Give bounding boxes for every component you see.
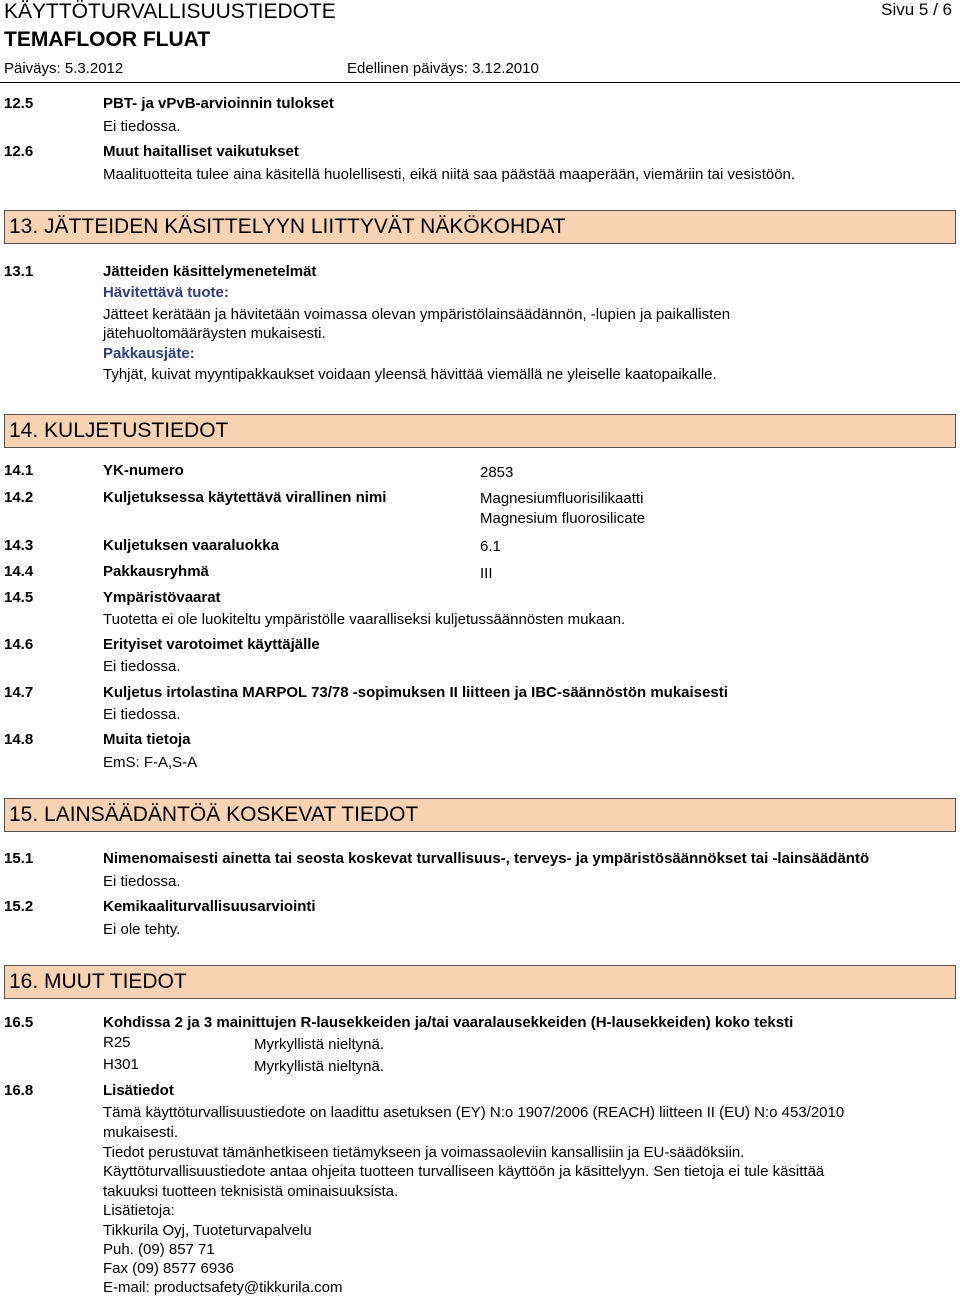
item-number: 12.5	[4, 95, 34, 112]
item-text: Maalituotteita tulee aina käsitellä huolellisesti, eikä niitä saa päästää maaperään, viemäriin tai vesistöön.	[103, 166, 796, 183]
item-number: 13.1	[4, 263, 34, 280]
phrase-code: R25	[103, 1034, 131, 1051]
subheading-packaging: Pakkausjäte:	[103, 345, 195, 362]
item-title: Kohdissa 2 ja 3 mainittujen R-lausekkeiden ja/tai vaaralausekkeiden (H-lausekkeiden) koko teksti	[103, 1014, 794, 1031]
item-title: Kuljetus irtolastina MARPOL 73/78 -sopimuksen II liitteen ja IBC-säännöstön mukaisesti	[103, 684, 728, 701]
previous-date: Edellinen päiväys: 3.12.2010	[347, 60, 539, 77]
phrase-text: Myrkyllistä nieltynä.	[254, 1058, 385, 1075]
item-number: 14.6	[4, 636, 34, 653]
info-line: Puh. (09) 857 71	[103, 1241, 215, 1258]
item-title: Kuljetuksen vaaraluokka	[103, 537, 279, 554]
item-title: Muita tietoja	[103, 731, 191, 748]
info-line: mukaisesti.	[103, 1124, 179, 1141]
issue-date: Päiväys: 5.3.2012	[4, 60, 124, 77]
section-heading-14: 14. KULJETUSTIEDOT	[4, 414, 956, 448]
item-title: Kuljetuksessa käytettävä virallinen nimi	[103, 489, 387, 506]
item-text: Tyhjät, kuivat myyntipakkaukset voidaan yleensä hävittää viemällä ne yleiselle kaatopaikalle.	[103, 366, 717, 383]
phrase-code: H301	[103, 1056, 139, 1073]
phrase-text: Myrkyllistä nieltynä.	[254, 1036, 385, 1053]
subheading-product: Hävitettävä tuote:	[103, 284, 229, 301]
item-text: Ei tiedossa.	[103, 706, 181, 723]
item-number: 14.1	[4, 462, 34, 479]
info-line: Tämä käyttöturvallisuustiedote on laadittu asetuksen (EY) N:o 1907/2006 (REACH) liitteen II (EU) N:o 453/2010	[103, 1104, 845, 1121]
item-number: 14.3	[4, 537, 34, 554]
info-line: takuuksi tuotteen teknisistä ominaisuuksista.	[103, 1183, 399, 1200]
item-title: Jätteiden käsittelymenetelmät	[103, 263, 317, 280]
item-title: PBT- ja vPvB-arvioinnin tulokset	[103, 95, 334, 112]
info-line: Fax (09) 8577 6936	[103, 1260, 234, 1277]
item-value: Magnesiumfluorisilikaatti	[480, 490, 644, 507]
section-heading-15: 15. LAINSÄÄDÄNTÖÄ KOSKEVAT TIEDOT	[4, 798, 956, 832]
header-divider	[0, 82, 960, 83]
item-number: 16.8	[4, 1082, 34, 1099]
item-number: 16.5	[4, 1014, 34, 1031]
section-heading-13: 13. JÄTTEIDEN KÄSITTELYYN LIITTYVÄT NÄKÖKOHDAT	[4, 210, 956, 244]
item-value: 2853	[480, 464, 514, 481]
info-line: Lisätietoja:	[103, 1202, 175, 1219]
item-title: Lisätiedot	[103, 1082, 174, 1099]
page-number: Sivu 5 / 6	[881, 0, 952, 19]
item-text: Ei ole tehty.	[103, 921, 181, 938]
item-title: Muut haitalliset vaikutukset	[103, 143, 299, 160]
item-text: Jätteet kerätään ja hävitetään voimassa olevan ympäristölainsäädännön, -lupien ja paikallisten	[103, 306, 731, 323]
item-title: Pakkausryhmä	[103, 563, 209, 580]
item-number: 14.8	[4, 731, 34, 748]
item-title: Ympäristövaarat	[103, 589, 221, 606]
item-number: 14.2	[4, 489, 34, 506]
section-heading-16: 16. MUUT TIEDOT	[4, 965, 956, 999]
item-text: Ei tiedossa.	[103, 873, 181, 890]
item-title: Nimenomaisesti ainetta tai seosta koskevat turvallisuus-, terveys- ja ympäristösäännökset tai -lainsäädäntö	[103, 850, 870, 867]
item-text: Ei tiedossa.	[103, 118, 181, 135]
item-number: 14.7	[4, 684, 34, 701]
item-title: YK-numero	[103, 462, 184, 479]
item-title: Erityiset varotoimet käyttäjälle	[103, 636, 320, 653]
info-line: Tikkurila Oyj, Tuoteturvapalvelu	[103, 1222, 312, 1239]
item-value: 6.1	[480, 538, 501, 555]
item-text: EmS: F-A,S-A	[103, 754, 198, 771]
item-number: 14.4	[4, 563, 34, 580]
item-text: jätehuoltomääräysten mukaisesti.	[103, 325, 326, 342]
item-value: Magnesium fluorosilicate	[480, 510, 646, 527]
item-text: Tuotetta ei ole luokiteltu ympäristölle vaaralliseksi kuljetussäännösten mukaan.	[103, 611, 626, 628]
item-number: 15.1	[4, 850, 34, 867]
document-title: KÄYTTÖTURVALLISUUSTIEDOTE	[4, 0, 336, 23]
info-line: Käyttöturvallisuustiedote antaa ohjeita tuotteen turvalliseen käyttöön ja käsittelyyn. Sen tietoja ei tule käsittää	[103, 1163, 825, 1180]
item-text: Ei tiedossa.	[103, 658, 181, 675]
item-title: Kemikaaliturvallisuusarviointi	[103, 898, 316, 915]
product-name: TEMAFLOOR FLUAT	[4, 28, 211, 51]
item-value: III	[480, 565, 493, 582]
info-line: E-mail: productsafety@tikkurila.com	[103, 1279, 343, 1296]
info-line: Tiedot perustuvat tämänhetkiseen tietämykseen ja voimassaoleviin kansallisiin ja EU-säädöksiin.	[103, 1144, 745, 1161]
item-number: 15.2	[4, 898, 34, 915]
item-number: 12.6	[4, 143, 34, 160]
item-number: 14.5	[4, 589, 34, 606]
